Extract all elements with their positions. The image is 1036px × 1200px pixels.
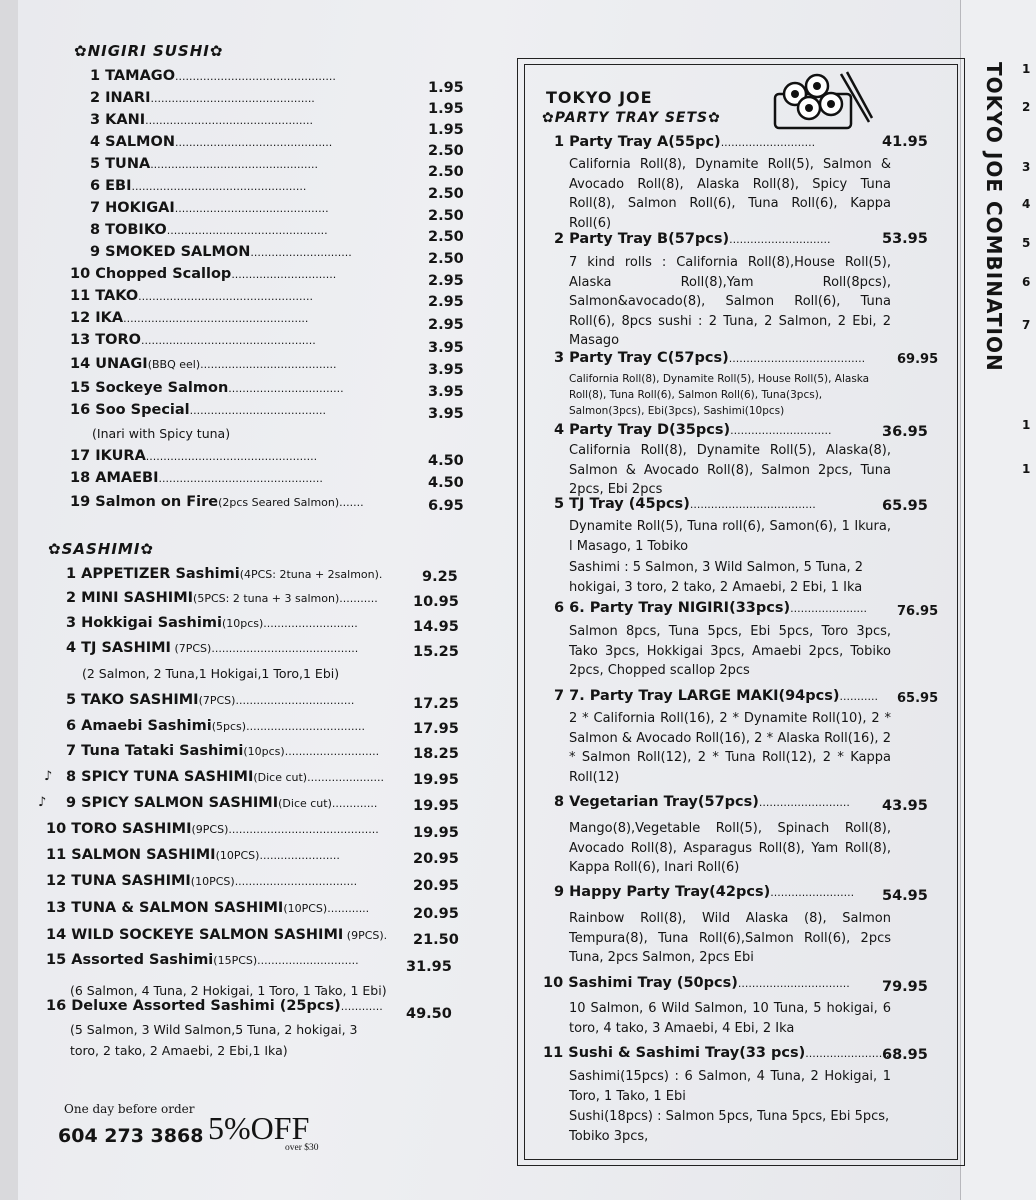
item-number: 11 xyxy=(543,1045,564,1061)
leader-dots: ....... xyxy=(339,496,364,509)
sashimi-item xyxy=(46,998,398,1014)
item-detail: (10pcs) xyxy=(243,745,285,758)
item-detail: (2pcs Seared Salmon) xyxy=(218,496,340,509)
leader-dots: ...................... xyxy=(790,602,868,615)
item-number: 15 xyxy=(70,380,91,396)
item-price: 65.95 xyxy=(897,691,939,706)
item-price: 36.95 xyxy=(882,424,928,440)
item-description: Sashimi(15pcs) : 6 Salmon, 4 Tuna, 2 Hokigai, 1 Toro, 1 Tako, 1 Ebi xyxy=(569,1069,891,1104)
leader-dots: ............................................... xyxy=(158,472,323,485)
sashimi-item xyxy=(66,795,398,811)
item-description: 10 Salmon, 6 Wild Salmon, 10 Tuna, 5 hokigai, 6 toro, 4 tako, 3 Amaebi, 4 Ebi, 2 Ika xyxy=(569,1001,891,1036)
item-number: 11 xyxy=(46,847,67,863)
item-detail: (Dice cut) xyxy=(278,797,332,810)
tray-item xyxy=(554,231,880,247)
item-price: 53.95 xyxy=(882,231,928,247)
item-price: 4.50 xyxy=(428,453,464,469)
item-detail: (5pcs) xyxy=(211,720,247,733)
item-price: 79.95 xyxy=(882,979,928,995)
item-name: MINI SASHIMI xyxy=(81,590,194,606)
item-name: 6. Party Tray NIGIRI(33pcs) xyxy=(569,600,791,616)
item-description: 7 kind rolls : California Roll(8),House Roll(5), Alaska Roll(8),Yam Roll(8pcs), Salmon&avocado(8), Salmon Roll(6), Tuna Roll(6), 8pcs sushi : 2 Tuna, 2 Salmon, 2 Ebi, 2 Masago xyxy=(569,255,891,348)
tray-item xyxy=(554,422,880,438)
leader-dots: ........................... xyxy=(720,136,816,149)
item-name: TUNA SASHIMI xyxy=(71,873,191,889)
phone-number: 604 273 3868 xyxy=(58,1125,204,1147)
tray-11-sushi: Sushi(18pcs) : Salmon 5pcs, Tuna 5pcs, Ebi 5pcs, Tobiko 3pcs, xyxy=(569,1109,890,1144)
item-price: 41.95 xyxy=(882,134,928,150)
item-price: 2.50 xyxy=(428,143,464,159)
item-price: 21.50 xyxy=(413,932,459,948)
nigiri-item xyxy=(70,310,400,326)
leader-dots: ........................ xyxy=(805,1047,890,1060)
item-detail: (7PCS) xyxy=(198,694,236,707)
item-price: 2.95 xyxy=(428,317,464,333)
leader-dots: ............. xyxy=(331,797,378,810)
sashimi-item xyxy=(46,952,398,968)
order-note: One day before order xyxy=(64,1102,195,1116)
item-name: TOBIKO xyxy=(105,222,167,238)
item-description: 2 * California Roll(16), 2 * Dynamite Roll(10), 2 * Salmon & Avocado Roll(16), 2 * Alaska Roll(16), 2 * Salmon Roll(12), 2 * Tuna Roll(12), 2 * Kappa Roll(12) xyxy=(569,711,891,785)
tray-item xyxy=(554,794,880,810)
sashimi-16-note-a: (5 Salmon, 3 Wild Salmon,5 Tuna, 2 hokigai, 3 xyxy=(70,1022,358,1037)
item-number: 10 xyxy=(543,975,564,991)
item-price: 20.95 xyxy=(413,878,459,894)
item-name: HOKIGAI xyxy=(105,200,175,216)
sashimi-item xyxy=(46,900,398,916)
item-detail: (7PCS) xyxy=(170,642,212,655)
sashimi-item xyxy=(66,566,398,582)
item-detail: (15PCS) xyxy=(213,954,258,967)
leader-dots: .................................................. xyxy=(140,334,316,347)
item-price: 6.95 xyxy=(428,498,464,514)
item-number: 10 xyxy=(46,821,67,837)
leader-dots: ............................................. xyxy=(174,136,333,149)
leader-dots: ................................................ xyxy=(150,158,319,171)
item-name: TJ SASHIMI xyxy=(81,640,171,656)
item-number: 16 xyxy=(46,998,67,1014)
tray-item xyxy=(554,496,880,512)
item-price: 19.95 xyxy=(413,772,459,788)
leader-dots: ................................... xyxy=(234,875,358,888)
item-number: 4 xyxy=(90,134,101,150)
leader-dots: ............................. xyxy=(729,233,831,246)
item-price: 4.50 xyxy=(428,475,464,491)
item-number: 3 xyxy=(554,350,565,366)
sashimi-item xyxy=(66,692,398,708)
item-price: 1.95 xyxy=(428,122,464,138)
item-number: 13 xyxy=(46,900,67,916)
item-price: 43.95 xyxy=(882,798,928,814)
tray-item xyxy=(554,134,880,150)
item-price: 3.95 xyxy=(428,406,464,422)
item-name: Chopped Scallop xyxy=(95,266,232,282)
nigiri-item xyxy=(70,380,400,396)
leader-dots: ....................... xyxy=(259,849,340,862)
item-name: WILD SOCKEYE SALMON SASHIMI xyxy=(71,927,344,943)
item-detail: (10pcs) xyxy=(221,617,264,630)
item-number: 9 xyxy=(554,884,565,900)
nigiri-item xyxy=(90,90,400,106)
item-number: 7 xyxy=(66,743,77,759)
chopsticks-icon xyxy=(841,74,869,122)
item-number: 13 xyxy=(70,332,91,348)
item-price: 31.95 xyxy=(406,959,452,975)
leader-dots: ............ xyxy=(340,1000,383,1013)
item-price: 2.50 xyxy=(428,164,464,180)
nigiri-item xyxy=(70,448,400,464)
leader-dots: ............................. xyxy=(257,954,359,967)
item-name: AMAEBI xyxy=(95,470,159,486)
item-name: UNAGI xyxy=(95,356,148,372)
side-number: 1 xyxy=(1022,418,1031,432)
sashimi-title: ✿SASHIMI✿ xyxy=(48,540,154,558)
item-price: 1.95 xyxy=(428,80,464,96)
leader-dots: ........................................... xyxy=(228,823,379,836)
item-number: 5 xyxy=(554,496,565,512)
item-name: Party Tray C(57pcs) xyxy=(569,350,729,366)
item-price: 19.95 xyxy=(413,825,459,841)
nigiri-item xyxy=(70,266,400,282)
item-price: 68.95 xyxy=(882,1047,928,1063)
item-name: APPETIZER Sashimi xyxy=(81,566,240,582)
leader-dots: .................................. xyxy=(246,720,365,733)
sashimi-item xyxy=(46,821,398,837)
nigiri-item xyxy=(70,332,400,348)
item-price: 17.25 xyxy=(413,696,459,712)
item-number: 3 xyxy=(90,112,101,128)
item-name: Sockeye Salmon xyxy=(95,380,229,396)
nigiri-item xyxy=(90,68,400,84)
sashimi-item xyxy=(46,927,398,943)
item-price: 10.95 xyxy=(413,594,459,610)
item-name: Vegetarian Tray(57pcs) xyxy=(569,794,759,810)
item-number: 3 xyxy=(66,615,77,631)
item-price: 3.95 xyxy=(428,340,464,356)
item-price: 9.25 xyxy=(422,569,458,585)
sashimi-item xyxy=(46,847,398,863)
item-number: 1 xyxy=(66,566,77,582)
side-number: 4 xyxy=(1022,197,1031,211)
tray-item xyxy=(554,884,880,900)
item-name: TUNA xyxy=(105,156,151,172)
nigiri-item xyxy=(90,134,400,150)
item-number: 9 xyxy=(90,244,101,260)
item-price: 3.95 xyxy=(428,362,464,378)
item-price: 2.50 xyxy=(428,208,464,224)
item-detail: (BBQ eel) xyxy=(147,358,201,371)
item-number: 6 xyxy=(66,718,77,734)
item-price: 17.95 xyxy=(413,721,459,737)
item-price: 14.95 xyxy=(413,619,459,635)
side-number: 5 xyxy=(1022,236,1031,250)
nigiri-item xyxy=(90,112,400,128)
item-name: Deluxe Assorted Sashimi (25pcs) xyxy=(71,998,341,1014)
item-name: Sushi & Sashimi Tray(33 pcs) xyxy=(568,1045,806,1061)
leader-dots: ........................... xyxy=(263,617,358,630)
leader-dots: ........................ xyxy=(770,886,855,899)
leader-dots: ................................. xyxy=(228,382,344,395)
side-number: 1 xyxy=(1022,462,1031,476)
leader-dots: ....................................... xyxy=(728,352,866,365)
item-name: SPICY SALMON SASHIMI xyxy=(81,795,279,811)
item-name: TORO xyxy=(95,332,141,348)
item-number: 14 xyxy=(70,356,91,372)
item-detail: (9PCS). xyxy=(343,929,388,942)
sashimi-4-note: (2 Salmon, 2 Tuna,1 Hokigai,1 Toro,1 Ebi) xyxy=(82,666,340,681)
item-price: 20.95 xyxy=(413,906,459,922)
item-price: 2.50 xyxy=(428,251,464,267)
item-name: IKA xyxy=(95,310,124,326)
item-number: 11 xyxy=(70,288,91,304)
leader-dots: .................................. xyxy=(235,694,355,707)
item-detail: (10PCS) xyxy=(190,875,235,888)
item-number: 2 xyxy=(66,590,77,606)
item-number: 4 xyxy=(66,640,77,656)
tray-item xyxy=(554,688,880,704)
item-number: 1 xyxy=(90,68,101,84)
brand-name: TOKYO JOE xyxy=(546,88,653,107)
item-name: Tuna Tataki Sashimi xyxy=(81,743,244,759)
side-number: 7 xyxy=(1022,318,1031,332)
item-price: 1.95 xyxy=(428,101,464,117)
item-price: 76.95 xyxy=(897,604,939,619)
item-number: 6 xyxy=(554,600,565,616)
item-name: 7. Party Tray LARGE MAKI(94pcs) xyxy=(569,688,840,704)
leader-dots: ..................................................... xyxy=(123,312,309,325)
pepper-icon: ♪ xyxy=(44,769,53,784)
item-name: Party Tray D(35pcs) xyxy=(569,422,731,438)
sushi-roll-icon xyxy=(773,72,873,130)
item-number: 15 xyxy=(46,952,67,968)
leader-dots: ........................... xyxy=(284,745,380,758)
sashimi-item xyxy=(66,718,398,734)
item-number: 8 xyxy=(66,769,77,785)
item-name: Amaebi Sashimi xyxy=(81,718,212,734)
item-name: EBI xyxy=(105,178,132,194)
sashimi-15-note: (6 Salmon, 4 Tuna, 2 Hokigai, 1 Toro, 1 Tako, 1 Ebi) xyxy=(70,983,387,998)
item-number: 4 xyxy=(554,422,565,438)
item-name: INARI xyxy=(105,90,151,106)
item-detail: (10PCS) xyxy=(215,849,260,862)
item-description: Dynamite Roll(5), Tuna roll(6), Samon(6), 1 Ikura, l Masago, 1 Tobiko xyxy=(569,519,891,554)
sashimi-item xyxy=(46,873,398,889)
nigiri-title: ✿NIGIRI SUSHI✿ xyxy=(74,42,224,60)
sashimi-item xyxy=(66,743,398,759)
leader-dots: ............ xyxy=(327,902,370,915)
item-number: 2 xyxy=(90,90,101,106)
item-price: 2.95 xyxy=(428,273,464,289)
item-number: 10 xyxy=(70,266,91,282)
item-price: 15.25 xyxy=(413,644,459,660)
tray-item xyxy=(554,350,880,366)
leader-dots: .......................... xyxy=(758,796,850,809)
leader-dots: .............................. xyxy=(231,268,337,281)
item-number: 9 xyxy=(66,795,77,811)
item-description: California Roll(8), Dynamite Roll(5), Salmon & Avocado Roll(8), Alaska Roll(8), Spicy Tuna Roll(8), Salmon Roll(6), Tuna Roll(6), Kappa Roll(6) xyxy=(569,157,891,231)
leader-dots: ................................ xyxy=(737,977,850,990)
item-name: TAKO SASHIMI xyxy=(81,692,199,708)
item-name: Party Tray B(57pcs) xyxy=(569,231,730,247)
side-number: 6 xyxy=(1022,275,1031,289)
leader-dots: .................................... xyxy=(689,498,816,511)
item-name: Hokkigai Sashimi xyxy=(81,615,222,631)
item-price: 2.50 xyxy=(428,186,464,202)
item-detail: (Dice cut) xyxy=(253,771,308,784)
nigiri-item xyxy=(70,356,400,372)
item-price: 54.95 xyxy=(882,888,928,904)
item-price: 69.95 xyxy=(897,352,939,367)
leader-dots: ........... xyxy=(839,690,878,703)
item-name: Assorted Sashimi xyxy=(71,952,214,968)
leader-dots: .................................................. xyxy=(138,290,313,303)
item-number: 7 xyxy=(90,200,101,216)
nigiri-item xyxy=(70,402,400,418)
item-name: TAKO xyxy=(95,288,139,304)
sashimi-item xyxy=(66,615,398,631)
item-price: 18.25 xyxy=(413,746,459,762)
item-price: 20.95 xyxy=(413,851,459,867)
item-number: 5 xyxy=(66,692,77,708)
discount-text: 5%OFF xyxy=(208,1110,310,1146)
leader-dots: .......................................... xyxy=(211,642,359,655)
leader-dots: ....................................... xyxy=(200,358,337,371)
item-price: 3.95 xyxy=(428,384,464,400)
leader-dots: ............................................ xyxy=(174,202,329,215)
sashimi-item xyxy=(66,769,398,785)
nigiri-item xyxy=(90,222,400,238)
side-title: TOKYO JOE COMBINATION xyxy=(982,62,1006,372)
item-description: Mango(8),Vegetable Roll(5), Spinach Roll(8), Avocado Roll(8), Asparagus Roll(8), Yam Roll(8), Kappa Roll(6), Inari Roll(6) xyxy=(569,821,891,875)
item-name: SALMON xyxy=(105,134,175,150)
item-detail: (9PCS) xyxy=(191,823,229,836)
item-name: Salmon on Fire xyxy=(95,494,219,510)
nigiri-item xyxy=(70,494,400,510)
item-name: Sashimi Tray (50pcs) xyxy=(568,975,738,991)
leader-dots: .................................................. xyxy=(131,180,307,193)
item-number: 12 xyxy=(46,873,67,889)
leader-dots: ............................................... xyxy=(150,92,315,105)
tray-item xyxy=(554,600,880,616)
item-description: California Roll(8), Dynamite Roll(5), House Roll(5), Alaska Roll(8), Tuna Roll(6), Salmon Roll(6), Tuna(3pcs), Salmon(3pcs), Ebi(3pcs), Sashimi(10pcs) xyxy=(569,373,870,417)
item-name: SMOKED SALMON xyxy=(105,244,251,260)
item-number: 5 xyxy=(90,156,101,172)
leader-dots: ................................................ xyxy=(145,114,313,127)
item-number: 2 xyxy=(554,231,565,247)
leader-dots: ...................... xyxy=(307,771,385,784)
leader-dots: .............................................. xyxy=(175,70,336,83)
item-name: SPICY TUNA SASHIMI xyxy=(81,769,254,785)
item-number: 8 xyxy=(90,222,101,238)
tray-5-sashimi: Sashimi : 5 Salmon, 3 Wild Salmon, 5 Tuna, 2 hokigai, 3 toro, 2 tako, 2 Amaebi, 2 Ebi, 1 Ika xyxy=(569,560,863,595)
nigiri-item xyxy=(90,200,400,216)
nigiri-16-note: (Inari with Spicy tuna) xyxy=(92,426,231,441)
item-number: 19 xyxy=(70,494,91,510)
leader-dots: ................................................. xyxy=(145,450,318,463)
item-number: 16 xyxy=(70,402,91,418)
tray-item xyxy=(543,975,880,991)
item-name: TUNA & SALMON SASHIMI xyxy=(71,900,284,916)
item-detail: (5PCS: 2 tuna + 3 salmon) xyxy=(193,592,340,605)
tray-item xyxy=(543,1045,890,1061)
item-name: TJ Tray (45pcs) xyxy=(569,496,690,512)
leader-dots: ............................. xyxy=(730,424,832,437)
item-number: 14 xyxy=(46,927,67,943)
item-name: Party Tray A(55pc) xyxy=(569,134,721,150)
item-price: 65.95 xyxy=(882,498,928,514)
item-number: 12 xyxy=(70,310,91,326)
item-price: 2.95 xyxy=(428,294,464,310)
item-number: 8 xyxy=(554,794,565,810)
nigiri-item xyxy=(90,178,400,194)
leader-dots: ............................. xyxy=(250,246,352,259)
item-name: TAMAGO xyxy=(105,68,176,84)
nigiri-item xyxy=(90,156,400,172)
item-description: California Roll(8), Dynamite Roll(5), Alaska(8), Salmon & Avocado Roll(8), Salmon 2pcs, Tuna 2pcs, Ebi 2pcs xyxy=(569,443,891,497)
party-tray-title: ✿PARTY TRAY SETS✿ xyxy=(542,110,721,126)
item-name: SALMON SASHIMI xyxy=(71,847,216,863)
nigiri-item xyxy=(70,288,400,304)
nigiri-item xyxy=(90,244,400,260)
side-number: 3 xyxy=(1022,160,1031,174)
item-price: 19.95 xyxy=(413,798,459,814)
side-number: 1 xyxy=(1022,62,1031,76)
item-detail: (4PCS: 2tuna + 2salmon). xyxy=(239,568,383,581)
leader-dots: ........... xyxy=(339,592,378,605)
item-name: IKURA xyxy=(95,448,146,464)
leader-dots: .............................................. xyxy=(166,224,328,237)
item-number: 7 xyxy=(554,688,565,704)
item-description: Rainbow Roll(8), Wild Alaska (8), Salmon Tempura(8), Tuna Roll(6),Salmon Roll(6), 2pcs Tuna, 2pcs Salmon, 2pcs Ebi xyxy=(569,911,891,965)
discount-condition: over $30 xyxy=(285,1143,319,1153)
sashimi-16-note-b: toro, 2 tako, 2 Amaebi, 2 Ebi,1 Ika) xyxy=(70,1043,288,1058)
side-number: 2 xyxy=(1022,100,1031,114)
item-price: 49.50 xyxy=(406,1006,452,1022)
sashimi-item xyxy=(66,640,398,656)
item-name: Soo Special xyxy=(95,402,190,418)
item-number: 18 xyxy=(70,470,91,486)
item-name: KANI xyxy=(105,112,146,128)
leader-dots: ....................................... xyxy=(189,404,327,417)
nigiri-item xyxy=(70,470,400,486)
item-detail: (10PCS) xyxy=(283,902,328,915)
item-number: 17 xyxy=(70,448,91,464)
item-name: TORO SASHIMI xyxy=(71,821,192,837)
item-description: Salmon 8pcs, Tuna 5pcs, Ebi 5pcs, Toro 3pcs, Tako 3pcs, Hokkigai 3pcs, Amaebi 2pcs, Tobiko 2pcs, Chopped scallop 2pcs xyxy=(569,624,891,678)
pepper-icon: ♪ xyxy=(38,795,47,810)
item-number: 6 xyxy=(90,178,101,194)
sashimi-item xyxy=(66,590,398,606)
item-price: 2.50 xyxy=(428,229,464,245)
item-name: Happy Party Tray(42pcs) xyxy=(569,884,771,900)
item-number: 1 xyxy=(554,134,565,150)
